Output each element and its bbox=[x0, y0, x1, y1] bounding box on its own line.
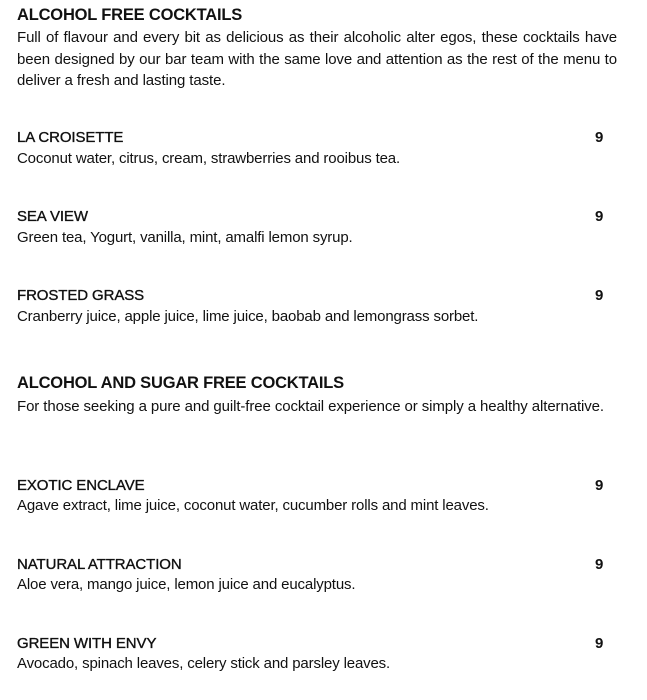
section-title: ALCOHOL FREE COCKTAILS bbox=[17, 6, 243, 24]
section-description: Full of flavour and every bit as delicious as their alcoholic alter egos, these cocktails have been designed by our bar team with the same love and attention as the rest of the menu to deliver a fresh and lasting taste. bbox=[17, 29, 617, 89]
item-description: Cranberry juice, apple juice, lime juice, baobab and lemongrass sorbet. bbox=[17, 308, 479, 325]
section-title: ALCOHOL AND SUGAR FREE COCKTAILS bbox=[17, 374, 344, 392]
item-name: FROSTED GRASS bbox=[17, 287, 145, 304]
item-price: 9 bbox=[595, 635, 604, 652]
item-price: 9 bbox=[595, 477, 604, 494]
item-description: Green tea, Yogurt, vanilla, mint, amalfi lemon syrup. bbox=[17, 229, 353, 246]
item-name: NATURAL ATTRACTION bbox=[17, 556, 182, 573]
item-description: Coconut water, citrus, cream, strawberries and rooibus tea. bbox=[17, 150, 400, 167]
item-description: Avocado, spinach leaves, celery stick and parsley leaves. bbox=[17, 655, 391, 672]
item-description: Aloe vera, mango juice, lemon juice and eucalyptus. bbox=[17, 576, 356, 593]
item-price: 9 bbox=[595, 287, 604, 304]
item-name: GREEN WITH ENVY bbox=[17, 635, 157, 652]
section-description: For those seeking a pure and guilt-free cocktail experience or simply a healthy alternative. bbox=[17, 398, 604, 415]
item-price: 9 bbox=[595, 129, 604, 146]
item-name: LA CROISETTE bbox=[17, 129, 124, 146]
item-price: 9 bbox=[595, 556, 604, 573]
item-name: EXOTIC ENCLAVE bbox=[17, 477, 145, 494]
item-name: SEA VIEW bbox=[17, 208, 88, 225]
item-description: Agave extract, lime juice, coconut water, cucumber rolls and mint leaves. bbox=[17, 497, 489, 514]
item-price: 9 bbox=[595, 208, 604, 225]
